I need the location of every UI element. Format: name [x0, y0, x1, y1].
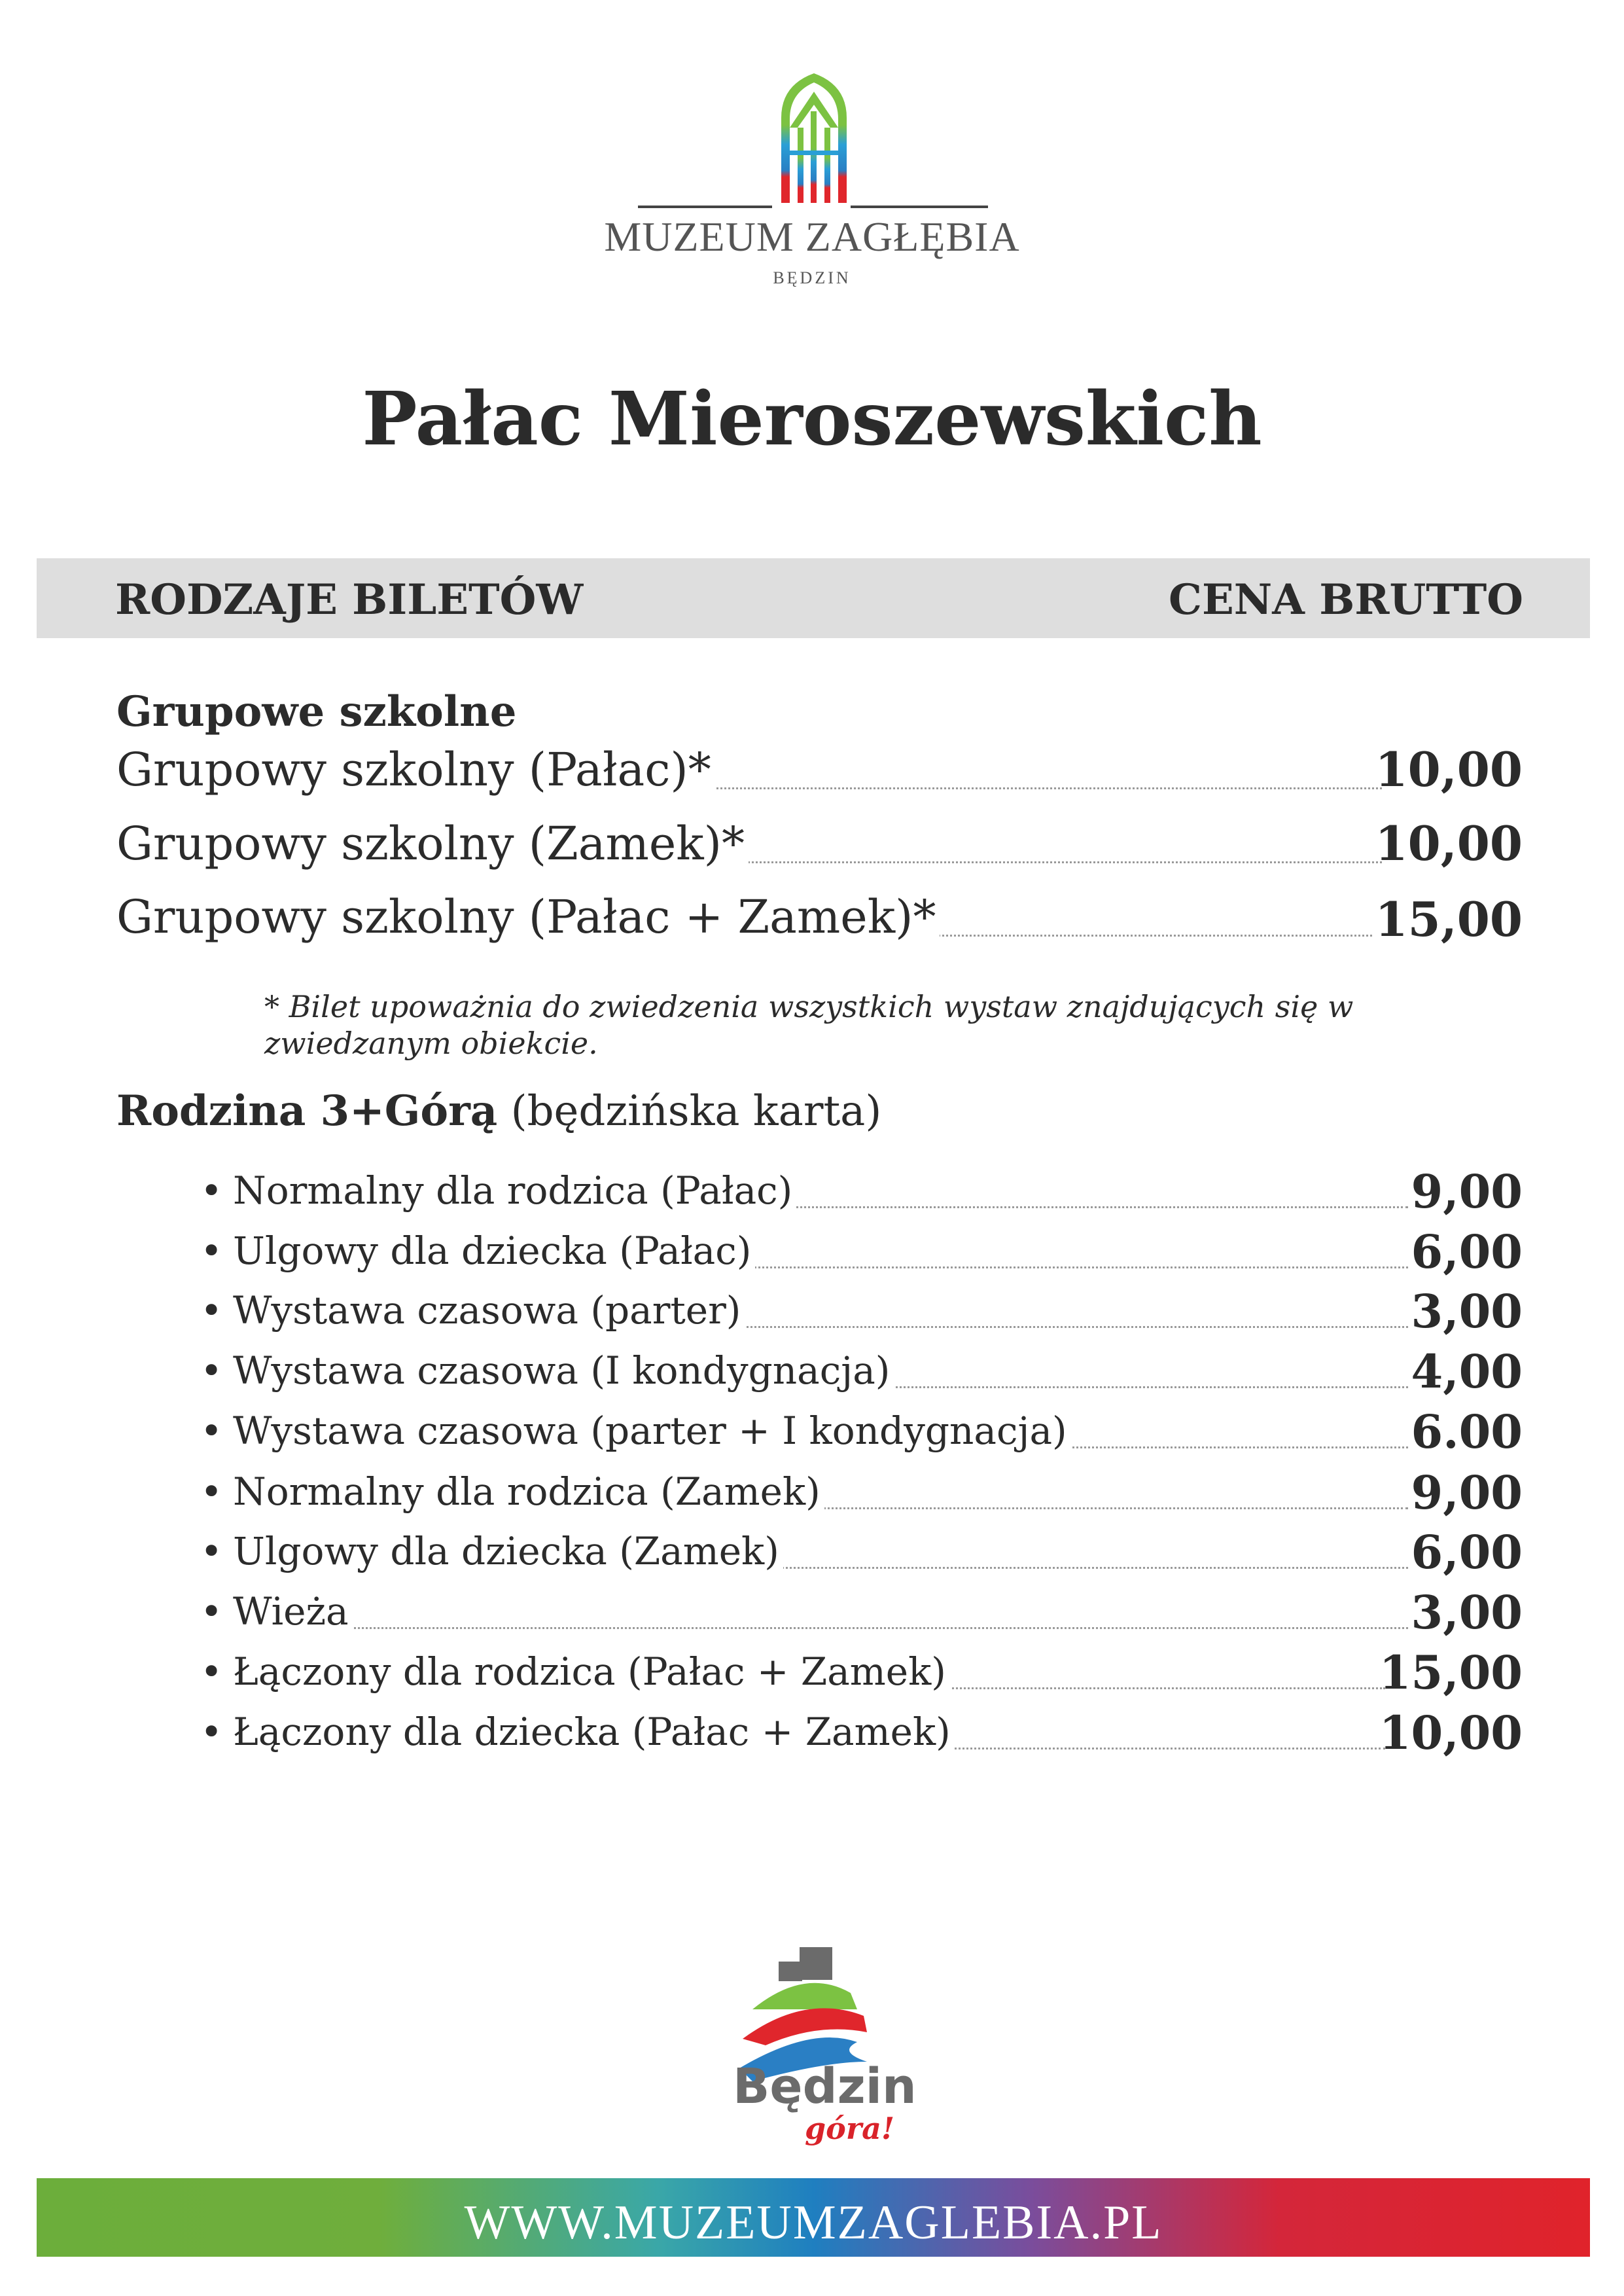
group-heading-text: Grupowe szkolne	[116, 687, 517, 736]
ticket-label: Grupowy szkolny (Pałac)*	[116, 743, 715, 797]
ticket-price: 9,00	[1411, 1164, 1523, 1219]
ticket-label: Wystawa czasowa (parter)	[233, 1288, 745, 1333]
gothic-window-icon	[778, 72, 850, 203]
family-section-heading	[116, 1086, 881, 1136]
ticket-price: 6.00	[1411, 1405, 1523, 1459]
logo-divider-left	[638, 206, 772, 208]
ticket-label: Grupowy szkolny (Pałac + Zamek)*	[116, 890, 940, 944]
dot-leader	[347, 1627, 1408, 1629]
museum-name: MUZEUM ZAGŁĘBIA	[604, 213, 1020, 260]
ticket-price: 3,00	[1411, 1585, 1523, 1640]
page-title: Pałac Mieroszewskich	[362, 376, 1262, 462]
bullet-icon: •	[200, 1529, 223, 1573]
dot-leader	[713, 861, 1382, 863]
ticket-label: Łączony dla rodzica (Pałac + Zamek)	[233, 1649, 950, 1694]
bullet-icon: •	[200, 1168, 223, 1213]
bullet-icon: •	[200, 1229, 223, 1273]
dot-leader	[711, 1326, 1408, 1328]
ticket-label: Łączony dla dziecka (Pałac + Zamek)	[233, 1710, 955, 1754]
ticket-label: Normalny dla rodzica (Zamek)	[233, 1469, 824, 1514]
bullet-icon: •	[200, 1589, 223, 1634]
ticket-label: Grupowy szkolny (Zamek)*	[116, 817, 749, 870]
table-header	[37, 558, 1590, 638]
ticket-price: 15,00	[1379, 1645, 1523, 1700]
bullet-icon: •	[200, 1348, 223, 1393]
museum-logo	[0, 72, 1624, 295]
bullet-icon: •	[200, 1710, 223, 1754]
city-logo-word: Będzin	[733, 2058, 917, 2115]
family-heading-extra: (będzińska karta)	[510, 1087, 882, 1136]
bullet-icon: •	[200, 1649, 223, 1694]
website-link[interactable]: WWW.MUZEUMZAGLEBIA.PL	[464, 2196, 1163, 2250]
ticket-price: 4,00	[1411, 1344, 1523, 1399]
ticket-price: 6,00	[1411, 1225, 1523, 1279]
header-gross-price: CENA BRUTTO	[1169, 575, 1523, 624]
dot-leader	[1021, 1446, 1408, 1448]
dot-leader	[911, 1748, 1385, 1749]
ticket-price: 6,00	[1411, 1525, 1523, 1579]
ticket-price: 10,00	[1379, 1706, 1523, 1760]
ticket-footnote: * Bilet upoważnia do zwiedzenia wszystkich wystaw znajdujących się w zwiedzanym obiekcie.	[264, 989, 1354, 1061]
logo-divider-right	[851, 206, 988, 208]
dot-leader	[865, 1386, 1408, 1388]
ticket-label: Ulgowy dla dziecka (Zamek)	[233, 1529, 783, 1573]
dot-leader	[764, 1206, 1408, 1208]
dot-leader	[880, 935, 1372, 937]
bullet-icon: •	[200, 1408, 223, 1453]
dot-leader	[694, 787, 1382, 789]
dot-leader	[724, 1266, 1408, 1268]
bullet-icon: •	[200, 1288, 223, 1333]
dot-leader	[750, 1567, 1408, 1569]
ticket-label: Ulgowy dla dziecka (Pałac)	[233, 1229, 755, 1273]
ticket-label: Wystawa czasowa (I kondygnacja)	[233, 1348, 894, 1393]
bullet-icon: •	[200, 1469, 223, 1514]
ticket-price: 10,00	[1375, 816, 1523, 871]
ticket-price: 15,00	[1375, 891, 1523, 947]
group-section-heading	[116, 687, 516, 736]
ticket-label: Wystawa czasowa (parter + I kondygnacja)	[233, 1408, 1071, 1453]
ticket-price: 9,00	[1411, 1465, 1523, 1520]
header-ticket-types: RODZAJE BILETÓW	[115, 575, 584, 624]
museum-city: BĘDZIN	[773, 268, 851, 287]
ticket-price: 3,00	[1411, 1284, 1523, 1338]
footer-bar	[37, 2178, 1590, 2257]
city-logo-tagline: góra!	[805, 2111, 895, 2146]
dot-leader	[792, 1507, 1408, 1509]
dot-leader	[909, 1687, 1385, 1689]
ticket-price: 10,00	[1375, 742, 1523, 797]
ticket-label: Normalny dla rodzica (Pałac)	[233, 1168, 796, 1213]
family-heading-text: Rodzina 3+Górą	[116, 1086, 498, 1136]
ticket-label: Wieża	[233, 1589, 353, 1634]
